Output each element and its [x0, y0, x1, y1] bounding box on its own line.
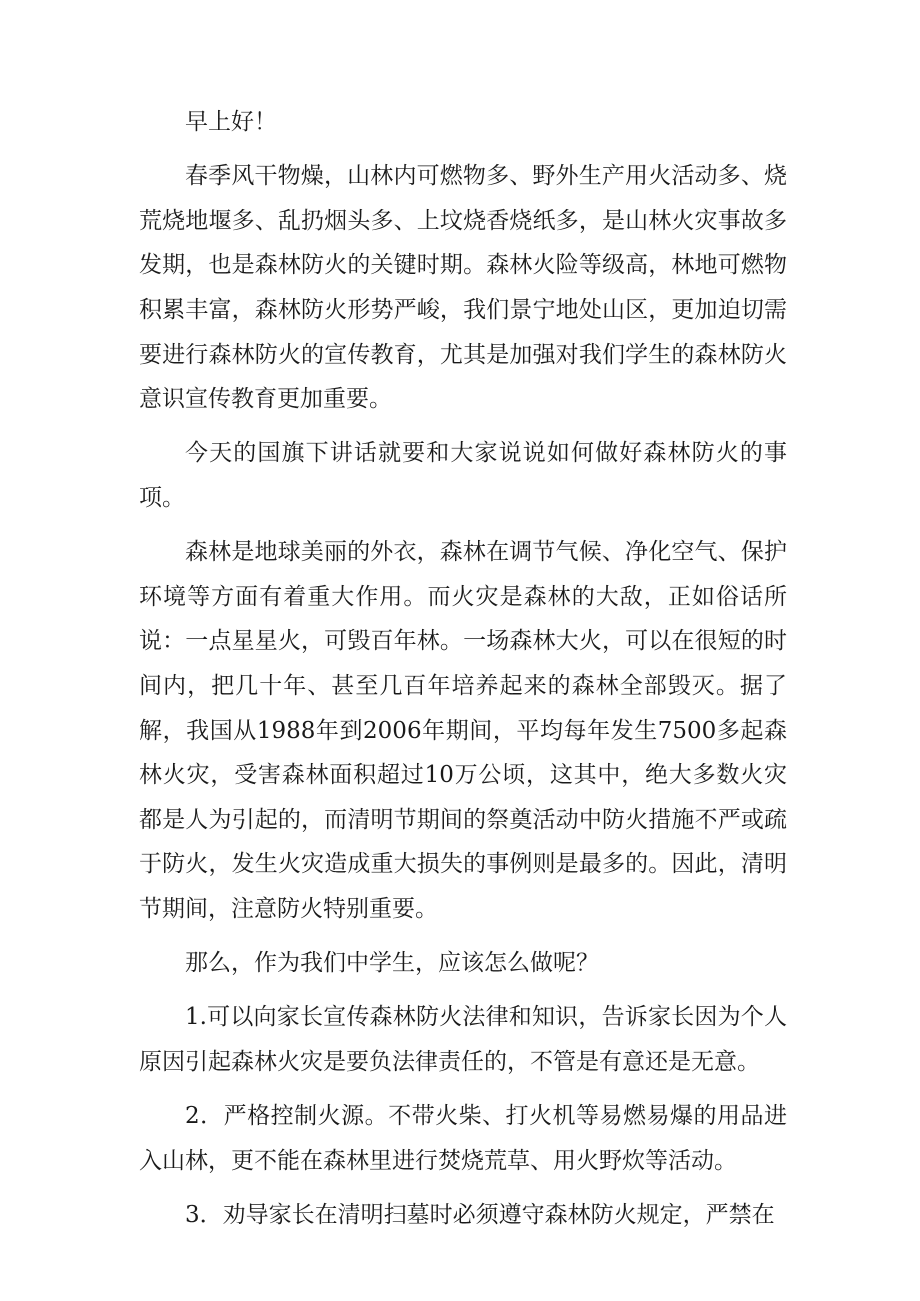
paragraph-greeting: 早上好！ — [185, 109, 277, 135]
paragraph-question: 那么，作为我们中学生，应该怎么做呢？ — [185, 950, 599, 977]
paragraph-topic: 今天的国旗下讲话就要和大家说说如何做好森林防火的事项。 — [139, 440, 787, 511]
paragraph-forest-importance: 森林是地球美丽的外衣，森林在调节气候、净化空气、保护环境等方面有着重大作用。而火灾是森林的大敌，正如俗话所说：一点星星火，可毁百年林。一场森林大火，可以在很短的时间内，把几十年、甚至几百年培养起来的森林全部毁灭。据了解，我国从1988年到2006年期间，平均每年发生7500多起森林火灾，受害森林面积超过10万公顷，这其中，绝大多数火灾都是人为引起的，而清明节期间的祭奠活动中防火措施不严或疏于防火，发生火灾造成重大损失的事例则是最多的。因此，清明节期间，注意防火特别重要。 — [139, 539, 787, 922]
paragraph-spring-fire-risk: 春季风干物燥，山林内可燃物多、野外生产用火活动多、烧荒烧地堰多、乱扔烟头多、上坟烧香烧纸多，是山林火灾事故多发期，也是森林防火的关键时期。森林火险等级高，林地可燃物积累丰富，森林防火形势严峻，我们景宁地处山区，更加迫切需要进行森林防火的宣传教育，尤其是加强对我们学生的森林防火意识宣传教育更加重要。 — [139, 163, 787, 413]
list-item-2: 2．严格控制火源。不带火柴、打火机等易燃易爆的用品进入山林，更不能在森林里进行焚烧荒草、用火野炊等活动。 — [139, 1103, 787, 1174]
list-item-1: 1.可以向家长宣传森林防火法律和知识，告诉家长因为个人原因引起森林火灾是要负法律责任的，不管是有意还是无意。 — [139, 1004, 787, 1075]
document-body — [139, 100, 787, 1247]
list-item-3: 3．劝导家长在清明扫墓时必须遵守森林防火规定，严禁在 — [185, 1201, 775, 1228]
